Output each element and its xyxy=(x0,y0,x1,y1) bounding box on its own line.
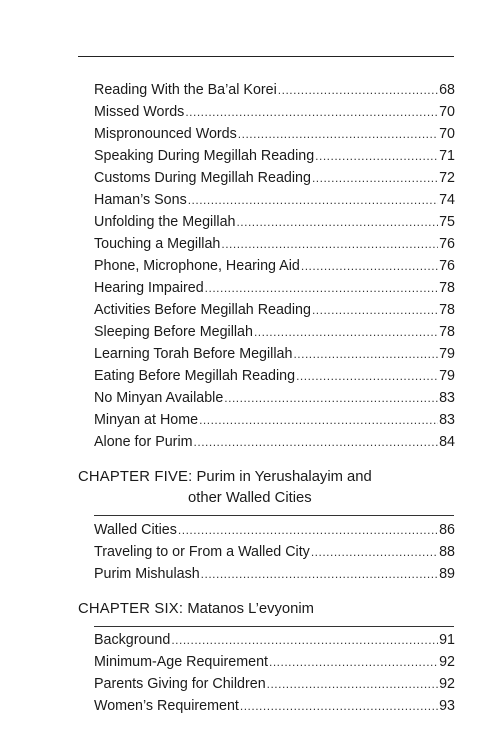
toc-entry-page: 86 xyxy=(439,522,455,538)
chapter-title: Matanos L’evyonim xyxy=(187,601,314,617)
leader-dots xyxy=(301,256,438,276)
toc-entry-page: 76 xyxy=(439,236,455,252)
toc-entry-title: Parents Giving for Children xyxy=(94,676,266,692)
toc-entry-title: No Minyan Available xyxy=(94,390,224,406)
toc-entry-title: Touching a Megillah xyxy=(94,236,221,252)
toc-entry-title: Mispronounced Words xyxy=(94,126,237,142)
chapter-divider-rule xyxy=(94,626,454,627)
chapter-label: CHAPTER SIX: xyxy=(78,601,184,617)
page-header-rule xyxy=(78,56,454,57)
toc-entry[interactable] xyxy=(94,190,455,210)
toc-entry-title: Sleeping Before Megillah xyxy=(94,324,253,340)
leader-dots xyxy=(194,432,439,452)
leader-dots xyxy=(311,542,438,562)
toc-entry-page: 78 xyxy=(439,302,455,318)
toc-entry-title: Minimum-Age Requirement xyxy=(94,654,269,670)
toc-entry[interactable] xyxy=(94,124,455,144)
leader-dots xyxy=(199,410,438,430)
toc-entry-page: 79 xyxy=(439,368,455,384)
toc-entry[interactable] xyxy=(94,278,455,298)
toc-entry[interactable] xyxy=(94,212,455,232)
toc-entry-title: Activities Before Megillah Reading xyxy=(94,302,311,318)
toc-entry[interactable] xyxy=(94,344,455,364)
toc-entry-page: 78 xyxy=(439,324,455,340)
toc-entry-page: 74 xyxy=(439,192,455,208)
leader-dots xyxy=(278,80,438,100)
toc-entry[interactable] xyxy=(94,696,455,716)
toc-entry-title: Missed Words xyxy=(94,104,185,120)
toc-entry-title: Phone, Microphone, Hearing Aid xyxy=(94,258,300,274)
leader-dots xyxy=(315,146,438,166)
toc-entry-title: Alone for Purim xyxy=(94,434,193,450)
leader-dots xyxy=(178,520,438,540)
toc-entry-title: Learning Torah Before Megillah xyxy=(94,346,293,362)
toc-entry-title: Purim Mishulash xyxy=(94,566,200,582)
toc-entry-page: 91 xyxy=(439,632,455,648)
toc-entry-page: 83 xyxy=(439,390,455,406)
toc-entry-title: Women’s Requirement xyxy=(94,698,239,714)
toc-entry-title: Speaking During Megillah Reading xyxy=(94,148,315,164)
toc-entry[interactable] xyxy=(94,630,455,650)
toc-entry-title: Hearing Impaired xyxy=(94,280,204,296)
toc-entry[interactable] xyxy=(94,80,455,100)
toc-entry[interactable] xyxy=(94,256,455,276)
toc-entry[interactable] xyxy=(94,674,455,694)
toc-entry-title: Reading With the Ba’al Korei xyxy=(94,82,277,98)
toc-entry-page: 92 xyxy=(439,654,455,670)
toc-entry-title: Haman’s Sons xyxy=(94,192,187,208)
toc-entry[interactable] xyxy=(94,102,455,122)
leader-dots xyxy=(236,212,438,232)
toc-entry-page: 92 xyxy=(439,676,455,692)
toc-entry-title: Traveling to or From a Walled City xyxy=(94,544,310,560)
toc-entry-page: 79 xyxy=(439,346,455,362)
toc-entry-title: Walled Cities xyxy=(94,522,177,538)
chapter-title: Purim in Yerushalayim and xyxy=(196,469,372,485)
toc-entry-page: 84 xyxy=(439,434,455,450)
chapter-label: CHAPTER FIVE: xyxy=(78,469,193,485)
toc-entry[interactable] xyxy=(94,234,455,254)
toc-entry-page: 68 xyxy=(439,82,455,98)
toc-entry-page: 76 xyxy=(439,258,455,274)
chapter-six-heading[interactable] xyxy=(78,599,458,620)
toc-entry-page: 72 xyxy=(439,170,455,186)
chapter-five-heading[interactable] xyxy=(78,467,458,509)
toc-entry-title: Customs During Megillah Reading xyxy=(94,170,311,186)
toc-entry-page: 83 xyxy=(439,412,455,428)
toc-entry-title: Eating Before Megillah Reading xyxy=(94,368,296,384)
toc-entry[interactable] xyxy=(94,564,455,584)
leader-dots xyxy=(221,234,438,254)
toc-entry-title: Unfolding the Megillah xyxy=(94,214,236,230)
leader-dots xyxy=(312,300,438,320)
toc-entry[interactable] xyxy=(94,322,455,342)
toc-entry[interactable] xyxy=(94,366,455,386)
toc-entry-title: Background xyxy=(94,632,171,648)
toc-entry[interactable] xyxy=(94,432,455,452)
leader-dots xyxy=(312,168,438,188)
leader-dots xyxy=(254,322,438,342)
toc-entry-page: 75 xyxy=(439,214,455,230)
chapter-divider-rule xyxy=(94,515,454,516)
toc-entry[interactable] xyxy=(94,652,455,672)
toc-entry[interactable] xyxy=(94,410,455,430)
leader-dots xyxy=(224,388,438,408)
toc-entry-page: 71 xyxy=(439,148,455,164)
leader-dots xyxy=(296,366,438,386)
toc-entry[interactable] xyxy=(94,520,455,540)
toc-entry[interactable] xyxy=(94,168,455,188)
toc-entry-page: 70 xyxy=(439,104,455,120)
leader-dots xyxy=(188,190,438,210)
leader-dots xyxy=(293,344,438,364)
toc-entry[interactable] xyxy=(94,146,455,166)
toc-entry-page: 89 xyxy=(439,566,455,582)
leader-dots xyxy=(171,630,438,650)
toc-entry[interactable] xyxy=(94,300,455,320)
leader-dots xyxy=(267,674,438,694)
leader-dots xyxy=(201,564,438,584)
toc-entry[interactable] xyxy=(94,388,455,408)
toc-entry-title: Minyan at Home xyxy=(94,412,199,428)
leader-dots xyxy=(185,102,438,122)
chapter-title-continued: other Walled Cities xyxy=(188,490,312,506)
toc-entry[interactable] xyxy=(94,542,455,562)
leader-dots xyxy=(205,278,438,298)
leader-dots xyxy=(240,696,438,716)
toc-entry-page: 93 xyxy=(439,698,455,714)
leader-dots xyxy=(269,652,438,672)
toc-entry-page: 88 xyxy=(439,544,455,560)
leader-dots xyxy=(238,124,438,144)
toc-entry-page: 70 xyxy=(439,126,455,142)
toc-entry-page: 78 xyxy=(439,280,455,296)
